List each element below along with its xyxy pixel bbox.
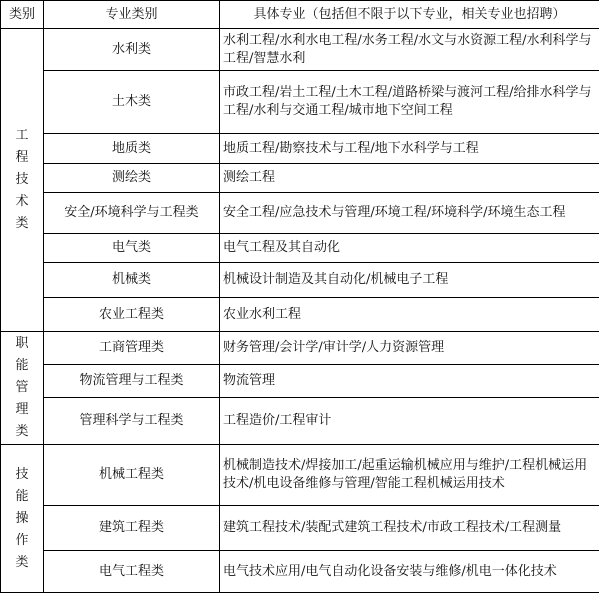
majors-cell: 农业水利工程 [220, 298, 599, 332]
subcategory-cell: 水利类 [44, 29, 220, 71]
subcategory-cell: 工商管理类 [44, 332, 220, 365]
subcategory-cell: 土木类 [44, 71, 220, 134]
table-row [1, 332, 599, 365]
table-row [1, 397, 599, 444]
subcategory-cell: 机械工程类 [44, 445, 220, 506]
header-row [1, 1, 599, 29]
category-cell-engineering [1, 29, 44, 332]
table-row [1, 364, 599, 397]
subcategory-cell: 电气工程类 [44, 551, 220, 593]
majors-cell: 建筑工程技术/装配式建筑工程技术/市政工程技术/工程测量 [220, 506, 599, 551]
majors-cell: 电气技术应用/电气自动化设备安装与维修/机电一体化技术 [220, 551, 599, 593]
subcategory-cell: 物流管理与工程类 [44, 364, 220, 397]
majors-cell: 电气工程及其自动化 [220, 234, 599, 263]
table-row [1, 234, 599, 263]
subcategory-cell: 测绘类 [44, 164, 220, 193]
majors-cell: 物流管理 [220, 364, 599, 397]
subcategory-cell: 地质类 [44, 134, 220, 164]
header-category: 类别 [1, 1, 44, 29]
header-majors: 具体专业（包括但不限于以下专业，相关专业也招聘） [220, 1, 599, 29]
table-row [1, 263, 599, 298]
subcategory-cell: 安全/环境科学与工程类 [44, 193, 220, 234]
table-row [1, 71, 599, 134]
majors-cell: 财务管理/会计学/审计学/人力资源管理 [220, 332, 599, 365]
majors-cell: 机械制造技术/焊接加工/起重运输机械应用与维护/工程机械运用技术/机电设备维修与管理/智能工程机械运用技术 [220, 445, 599, 506]
subcategory-cell: 机械类 [44, 263, 220, 298]
table-row [1, 193, 599, 234]
table-row [1, 445, 599, 506]
table-row [1, 298, 599, 332]
category-label: 工程技术类 [15, 125, 29, 235]
subcategory-cell: 电气类 [44, 234, 220, 263]
majors-cell: 机械设计制造及其自动化/机械电子工程 [220, 263, 599, 298]
table-row [1, 164, 599, 193]
majors-cell: 水利工程/水利水电工程/水务工程/水文与水资源工程/水利科学与工程/智慧水利 [220, 29, 599, 71]
header-subcategory: 专业类别 [44, 1, 220, 29]
majors-cell: 安全工程/应急技术与管理/环境工程/环境科学/环境生态工程 [220, 193, 599, 234]
majors-cell: 测绘工程 [220, 164, 599, 193]
table-row [1, 29, 599, 71]
subcategory-cell: 建筑工程类 [44, 506, 220, 551]
category-cell-management [1, 332, 44, 445]
table-row [1, 506, 599, 551]
subcategory-cell: 农业工程类 [44, 298, 220, 332]
category-cell-skills [1, 445, 44, 593]
table-row [1, 134, 599, 164]
category-label: 技能操作类 [15, 464, 29, 574]
category-label: 职能管理类 [15, 333, 29, 443]
subcategory-cell: 管理科学与工程类 [44, 397, 220, 444]
majors-cell: 市政工程/岩土工程/土木工程/道路桥梁与渡河工程/给排水科学与工程/水利与交通工程/城市地下空间工程 [220, 71, 599, 134]
table-row [1, 551, 599, 593]
majors-cell: 工程造价/工程审计 [220, 397, 599, 444]
majors-cell: 地质工程/勘察技术与工程/地下水科学与工程 [220, 134, 599, 164]
